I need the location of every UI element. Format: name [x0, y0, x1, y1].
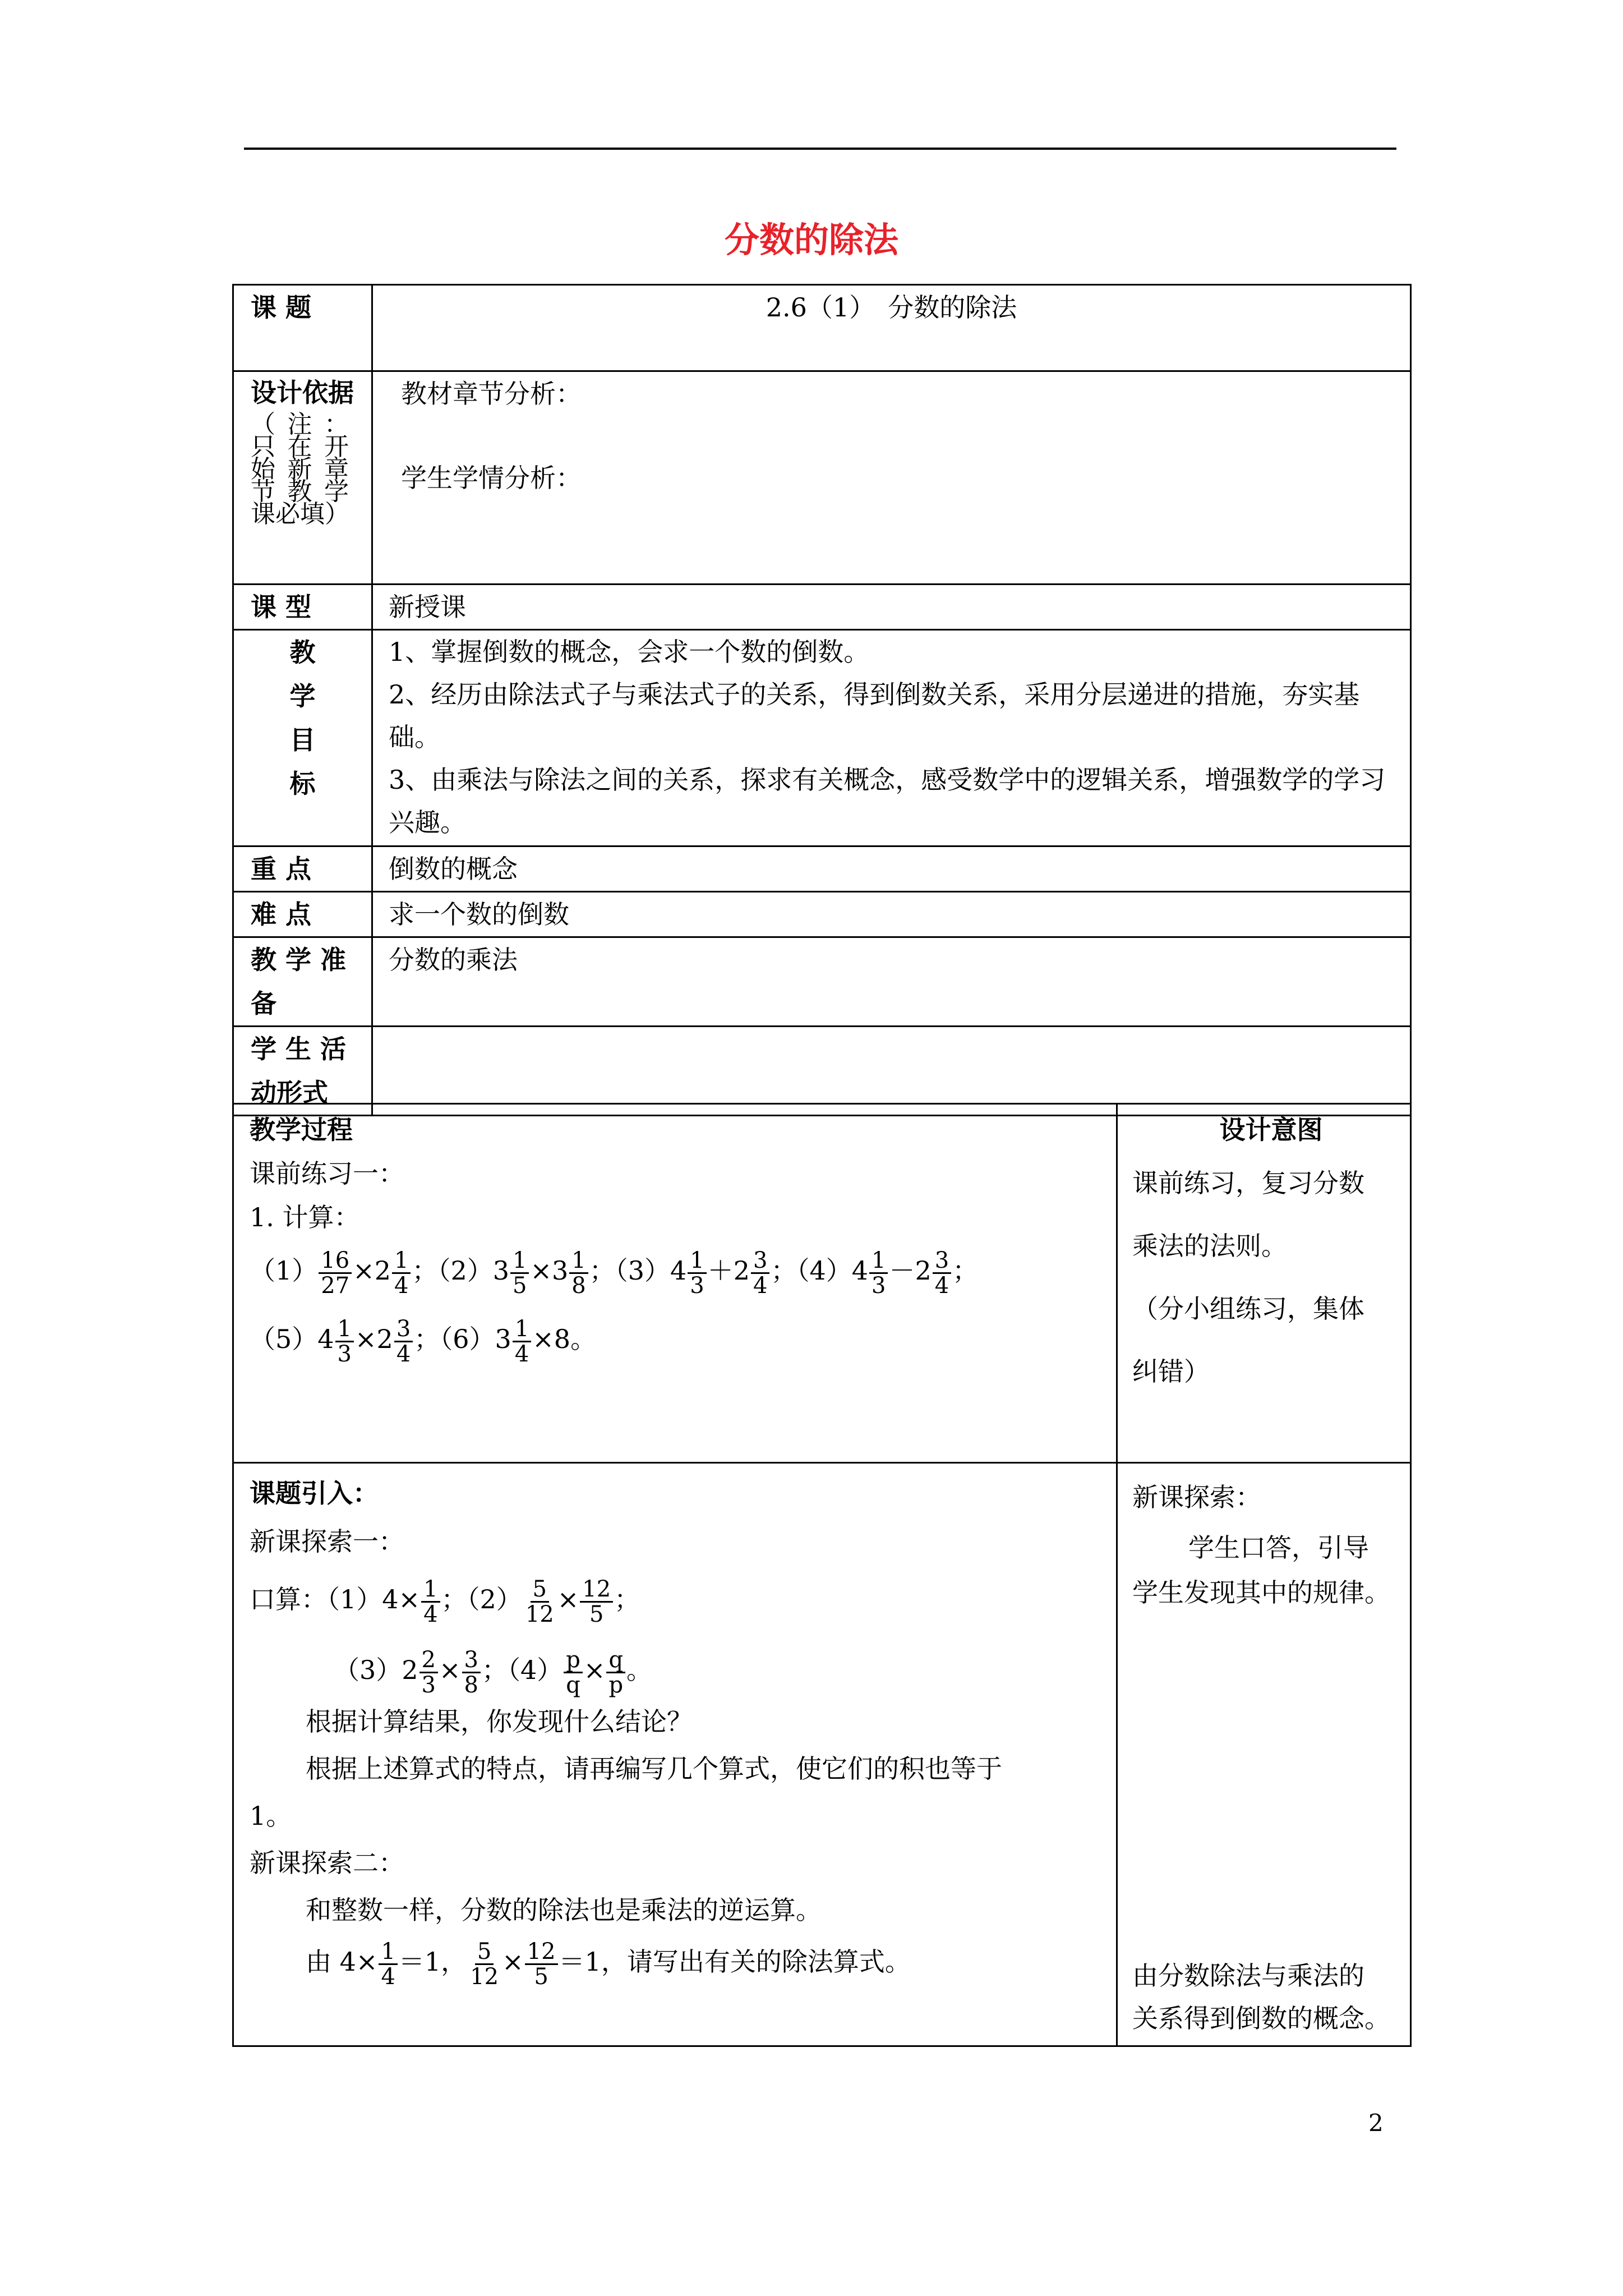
- header-rule: [244, 148, 1396, 150]
- question-2: 根据上述算式的特点，请再编写几个算式，使它们的积也等于: [306, 1754, 1002, 1784]
- topic-label: 课 题: [233, 285, 372, 371]
- basis-value-cell: [372, 371, 1411, 585]
- hard-value: 求一个数的倒数: [372, 892, 1411, 937]
- prep-label: 教 学 准 备: [233, 937, 372, 1027]
- pre-practice-item: 1. 计算：: [250, 1202, 360, 1232]
- pre-practice-title: 课前练习一：: [250, 1158, 404, 1189]
- pre-side-line: 乘法的法则。: [1132, 1231, 1287, 1261]
- prep-value: 分数的乘法: [372, 937, 1411, 1027]
- question-1: 根据计算结果，你发现什么结论？: [306, 1706, 693, 1737]
- hard-row: [233, 892, 1411, 937]
- oral-label: 口算：: [250, 1584, 327, 1614]
- document-title: 分数的除法: [724, 219, 898, 260]
- explore-1-title: 新课探索一：: [250, 1526, 404, 1557]
- goals-label-char: 目: [289, 725, 316, 755]
- pre-practice-row: [233, 1104, 1411, 1463]
- side-bottom-line-1: 由分数除法与乘法的: [1132, 1961, 1364, 1991]
- activity-value: [372, 1027, 1411, 1116]
- calc-line-1: （1） $\frac{16}{27}$ ×2 $\frac{1}{4}$ ；（2）3 $\frac{1}{5}$ ×3 $\frac{1}{8}$ ；（3）4 $\frac{1}{3}$ ＋2 $\frac{3}{4}$ ；（4）4 $\frac{1}{3}$ －2 $\frac{3}{4}$ ；: [250, 1247, 979, 1299]
- oral-calc-line-1: 口算：（1）4× $\frac{1}{4}$ ；（2） $\frac{5}{12}$ × $\frac{12}{5}$ ；: [250, 1576, 640, 1627]
- goals-label: [233, 630, 372, 846]
- basis-label-cell: [233, 371, 372, 585]
- lesson-info-table: [232, 284, 1412, 1116]
- side-bottom-line-2: 关系得到倒数的概念。: [1132, 2003, 1390, 2033]
- page-number: 2: [1368, 2109, 1384, 2137]
- goals-row: [233, 630, 1411, 846]
- basis-row: [233, 371, 1411, 585]
- intro-title: 课题引入：: [250, 1478, 379, 1508]
- goals-label-char: 标: [289, 769, 316, 799]
- key-value: 倒数的概念: [372, 846, 1411, 892]
- intro-row: [233, 1463, 1411, 2046]
- hard-label: 难 点: [233, 892, 372, 937]
- goals-label-char: 学: [289, 681, 316, 711]
- goal-item: 1、掌握倒数的概念，会求一个数的倒数。: [389, 637, 870, 667]
- goals-list: [372, 630, 1411, 846]
- topic-value: 2.6（1） 分数的除法: [372, 285, 1411, 371]
- basis-item-1: 教材章节分析：: [401, 379, 582, 409]
- type-value: 新授课: [372, 585, 1411, 630]
- side-explore-text-2: 学生发现其中的规律。: [1132, 1577, 1390, 1608]
- goals-label-char: 教: [289, 637, 316, 668]
- intro-side: [1117, 1463, 1411, 2046]
- pre-practice-side: [1117, 1104, 1411, 1463]
- division-prompt-line: 由 4× $\frac{1}{4}$ ＝1， $\frac{5}{12}$ × $\frac{12}{5}$ ＝1，请写出有关的除法算式。: [306, 1938, 911, 1990]
- activity-label: 学 生 活 动形式: [233, 1027, 372, 1116]
- teaching-process-table: [232, 1103, 1412, 2047]
- pre-side-line: （分小组练习，集体: [1132, 1294, 1364, 1324]
- topic-row: [233, 285, 1411, 371]
- side-explore-text-1: 学生口答，引导: [1188, 1533, 1369, 1563]
- prep-row: [233, 937, 1411, 1027]
- oral-calc-line-2: （3）2 $\frac{2}{3}$ × $\frac{3}{8}$ ；（4） $\frac{p}{q}$ × $\frac{q}{p}$ 。: [334, 1646, 653, 1698]
- side-bottom-note: [1132, 1954, 1390, 2040]
- goal-item: 2、经历由除法式子与乘法式子的关系，得到倒数关系，采用分层递进的措施，夯实基础。: [389, 679, 1360, 752]
- type-row: [233, 585, 1411, 630]
- side-explore-title: 新课探索：: [1132, 1482, 1261, 1512]
- intro-cell: [233, 1463, 1117, 2046]
- design-intent-header: 设计意图: [1219, 1115, 1323, 1145]
- division-prompt-tail: ，请写出有关的除法算式。: [601, 1947, 911, 1977]
- calc-line-2: （5）4 $\frac{1}{3}$ ×2 $\frac{3}{4}$ ；（6）3 $\frac{1}{4}$ ×8。: [250, 1315, 597, 1367]
- basis-label: 设计依据: [251, 378, 354, 408]
- pre-practice-cell: [233, 1104, 1117, 1463]
- explore-2-title: 新课探索二：: [250, 1848, 404, 1878]
- basis-item-2: 学生学情分析：: [401, 463, 582, 493]
- process-header: 教学过程: [250, 1115, 353, 1145]
- key-row: [233, 846, 1411, 892]
- activity-row: [233, 1027, 1411, 1116]
- basis-note: （注：只在开始新章节教学课必填）: [251, 410, 349, 528]
- pre-side-line: 纠错）: [1132, 1356, 1210, 1387]
- explore-2-text: 和整数一样，分数的除法也是乘法的逆运算。: [306, 1895, 822, 1925]
- question-2-tail: 1。: [250, 1801, 292, 1831]
- goal-item: 3、由乘法与除法之间的关系，探求有关概念，感受数学中的逻辑关系，增强数学的学习兴趣。: [389, 765, 1386, 838]
- pre-side-line: 课前练习，复习分数: [1132, 1168, 1364, 1198]
- key-label: 重 点: [233, 846, 372, 892]
- type-label: 课 型: [233, 585, 372, 630]
